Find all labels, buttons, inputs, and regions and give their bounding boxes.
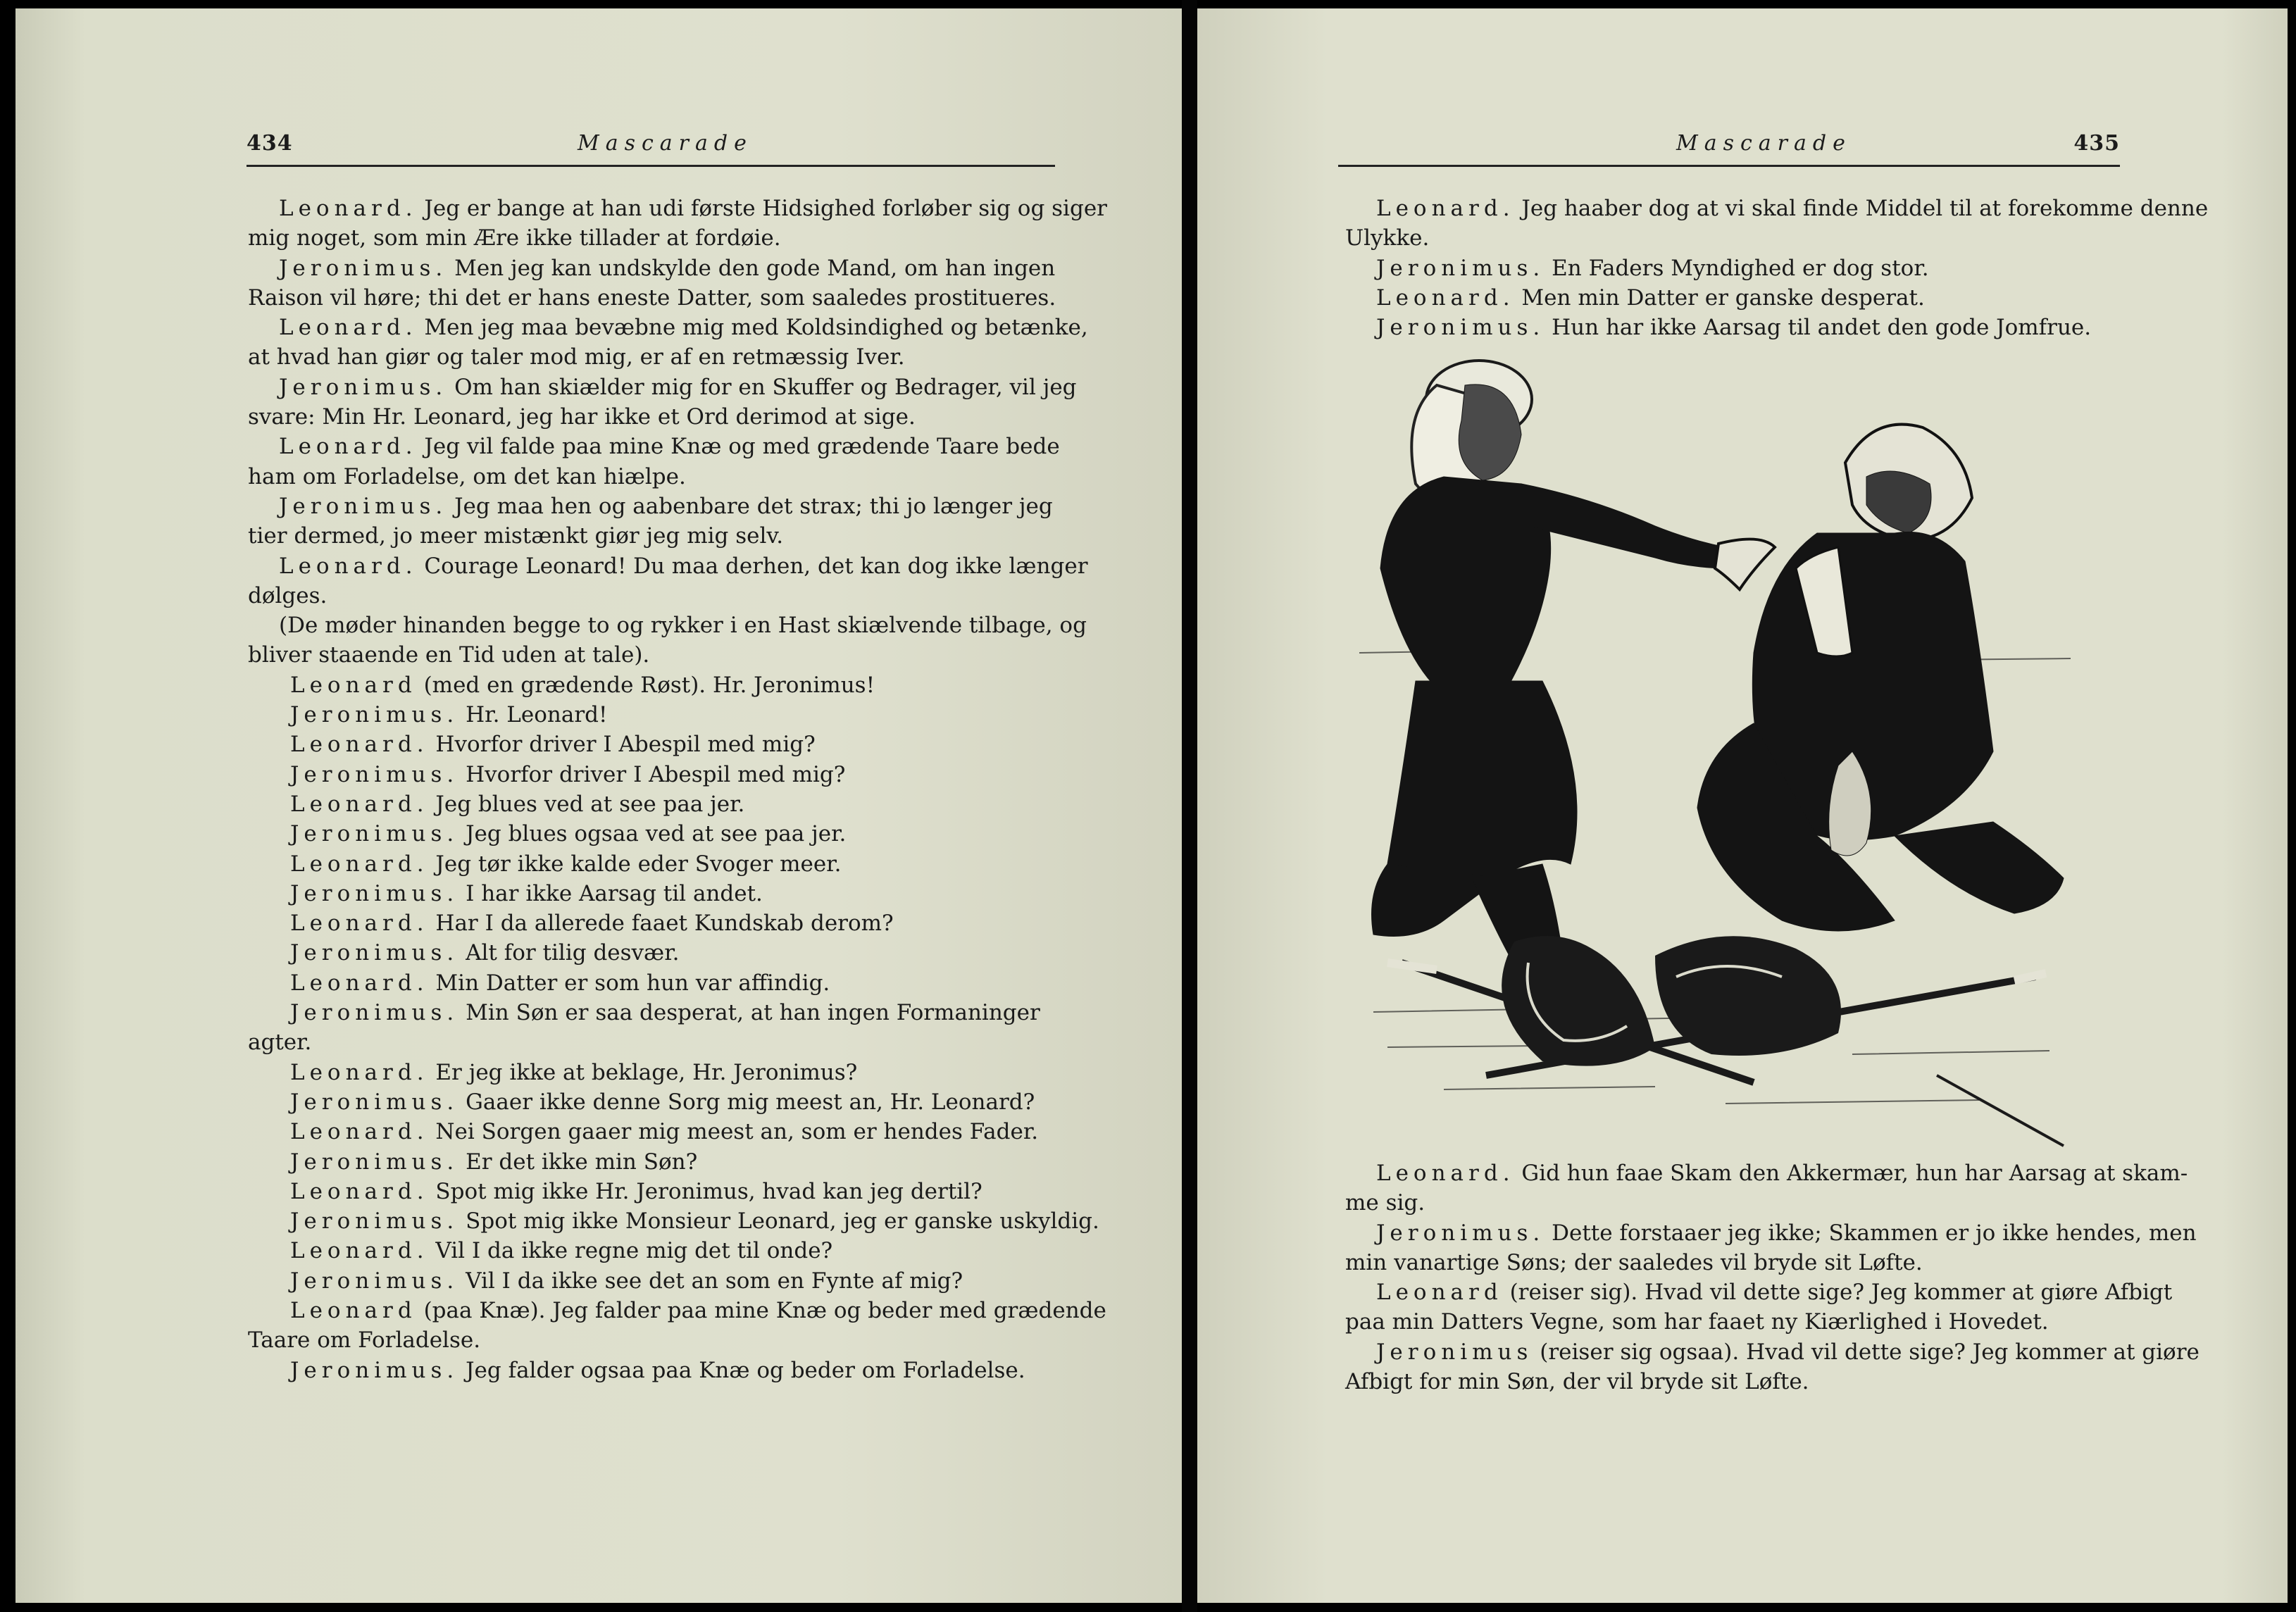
speaker-name: Jeronimus.: [290, 1089, 459, 1115]
speaker-name: Leonard.: [290, 1119, 429, 1145]
speaker-name: Leonard: [1376, 1280, 1503, 1306]
line-text: Dette forstaaer jeg ikke; Skammen er jo ikke hendes, men: [1545, 1220, 2197, 1246]
text-line: [248, 819, 1071, 849]
text-line: [248, 760, 1071, 789]
line-text: bliver staaende en Tid uden at tale).: [248, 642, 650, 668]
line-text: svare: Min Hr. Leonard, jeg har ikke et Ord derimod at sige.: [248, 404, 916, 430]
speaker-name: Leonard.: [1376, 285, 1515, 311]
line-text: Men jeg maa bevæbne mig med Koldsindighed og betænke,: [417, 315, 1088, 341]
text-line: [248, 789, 1071, 819]
text-line: [248, 849, 1071, 879]
speaker-name: Leonard.: [290, 1178, 429, 1204]
line-text: Courage Leonard! Du maa derhen, det kan dog ikke længer: [417, 553, 1088, 579]
page-number: 435: [2073, 131, 2120, 156]
line-text: Hvorfor driver I Abespil med mig?: [428, 732, 816, 758]
line-text: Jeg vil falde paa mine Knæ og med grædende Taare bede: [417, 434, 1060, 460]
line-text: (med en grædende Røst). Hr. Jeronimus!: [416, 672, 875, 698]
line-text: Hun har ikke Aarsag til andet den gode Jomfrue.: [1545, 315, 2092, 341]
speaker-name: Jeronimus: [1376, 1339, 1533, 1365]
text-line: [1345, 194, 2209, 223]
line-text: at hvad han giør og taler mod mig, er af en retmæssig Iver.: [248, 344, 905, 370]
speaker-name: Leonard.: [1376, 196, 1515, 221]
line-text: (reiser sig ogsaa). Hvad vil dette sige? Jeg kommer at giøre: [1533, 1339, 2200, 1365]
speaker-name: Leonard.: [290, 791, 429, 817]
line-text: Alt for tilig desvær.: [458, 940, 680, 966]
line-text: Men jeg kan undskylde den gode Mand, om han ingen: [447, 255, 1056, 281]
line-text: ham om Forladelse, om det kan hiælpe.: [248, 463, 686, 489]
text-line: [248, 1087, 1071, 1117]
book-gutter: [1182, 0, 1197, 1612]
speaker-name: Leonard.: [279, 315, 418, 341]
speaker-name: Jeronimus.: [290, 1357, 459, 1383]
line-text: Jeg tør ikke kalde eder Svoger meer.: [428, 851, 842, 877]
line-text: Spot mig ikke Hr. Jeronimus, hvad kan jeg dertil?: [428, 1178, 982, 1204]
line-text: Er det ikke min Søn?: [458, 1149, 698, 1175]
text-line: [248, 1147, 1071, 1177]
speaker-name: Jeronimus.: [279, 374, 448, 400]
text-line: [248, 342, 1071, 372]
text-line: [248, 223, 1071, 253]
text-line: [248, 1177, 1071, 1206]
line-text: Har I da allerede faaet Kundskab derom?: [428, 911, 894, 937]
speaker-name: Jeronimus.: [279, 255, 448, 281]
line-text: dølges.: [248, 582, 327, 608]
line-text: Raison vil høre; thi det er hans eneste Datter, som saaledes prostitueres.: [248, 285, 1056, 311]
line-text: Ulykke.: [1345, 225, 1430, 251]
text-line: [248, 1117, 1071, 1146]
speaker-name: Jeronimus.: [290, 1208, 459, 1235]
speaker-name: Jeronimus.: [290, 940, 459, 966]
line-text: Gaaer ikke denne Sorg mig meest an, Hr. Leonard?: [458, 1089, 1035, 1115]
speaker-name: Leonard: [290, 1297, 417, 1323]
text-line: [248, 1296, 1106, 1325]
page-number: 434: [247, 131, 293, 156]
illustration-kneeling-men: [1359, 357, 2078, 1149]
line-text: me sig.: [1345, 1190, 1425, 1216]
text-line: [248, 998, 1071, 1027]
line-text: Taare om Forladelse.: [248, 1327, 481, 1354]
line-text: Afbigt for min Søn, der vil bryde sit Løfte.: [1345, 1369, 1809, 1395]
line-text: Om han skiælder mig for en Skuffer og Bedrager, vil jeg: [447, 374, 1077, 400]
text-line: [248, 254, 1071, 283]
text-line: [248, 283, 1071, 313]
line-text: Min Søn er saa desperat, at han ingen Formaninger: [458, 1000, 1040, 1026]
speaker-name: Leonard.: [290, 911, 429, 937]
speaker-name: Jeronimus.: [290, 821, 459, 847]
speaker-name: Jeronimus.: [290, 880, 459, 906]
text-line: [1345, 223, 2120, 253]
line-text: tier dermed, jo meer mistænkt giør jeg mig selv.: [248, 523, 784, 549]
speaker-name: Leonard: [290, 672, 417, 698]
speaker-name: Leonard.: [290, 1059, 429, 1085]
text-line: [248, 194, 1107, 223]
right-page-body-top: [1345, 194, 2209, 342]
speaker-name: Jeronimus.: [1376, 255, 1545, 281]
line-text: En Faders Myndighed er dog stor.: [1545, 255, 1929, 281]
text-line: [248, 373, 1077, 402]
line-text: Jeg maa hen og aabenbare det strax; thi jo længer jeg: [447, 493, 1053, 519]
speaker-name: Leonard.: [290, 1238, 429, 1264]
speaker-name: Leonard.: [279, 196, 418, 221]
text-line: [248, 670, 1071, 700]
speaker-name: Leonard.: [1376, 1161, 1515, 1186]
line-text: Nei Sorgen gaaer mig meest an, som er hendes Fader.: [428, 1119, 1039, 1145]
header-rule: [1338, 165, 2120, 167]
line-text: (De møder hinanden begge to og rykker i en Hast skiælvende tilbage, og: [279, 613, 1087, 639]
text-line: [248, 1325, 1071, 1355]
text-line: [248, 1236, 1071, 1266]
speaker-name: Jeronimus.: [290, 702, 459, 728]
speaker-name: Leonard.: [290, 732, 429, 758]
left-page: [15, 8, 1182, 1603]
line-text: Men min Datter er ganske desperat.: [1514, 285, 1925, 311]
text-line: [248, 492, 1071, 521]
text-line: [248, 879, 1071, 908]
line-text: Hvorfor driver I Abespil med mig?: [458, 761, 846, 787]
text-line: [1345, 1218, 2197, 1248]
speaker-name: Leonard.: [279, 434, 418, 460]
line-text: Jeg er bange at han udi første Hidsighed forløber sig og siger: [417, 196, 1107, 221]
text-line: [248, 640, 1071, 670]
text-line: [1345, 1158, 2188, 1188]
line-text: mig noget, som min Ære ikke tillader at fordøie.: [248, 225, 781, 251]
line-text: I har ikke Aarsag til andet.: [458, 880, 763, 906]
running-head: Mascarade: [1676, 131, 1852, 156]
text-line: [248, 432, 1071, 461]
text-line: [248, 1027, 1071, 1057]
line-text: Vil I da ikke see det an som en Fynte af mig?: [458, 1268, 963, 1294]
text-line: [1345, 283, 2120, 313]
right-page: [1197, 8, 2288, 1603]
text-line: [248, 938, 1071, 968]
speaker-name: Jeronimus.: [290, 1268, 459, 1294]
text-line: [248, 1266, 1071, 1296]
running-head: Mascarade: [578, 131, 753, 156]
line-text: Vil I da ikke regne mig det til onde?: [428, 1238, 833, 1264]
header-rule: [247, 165, 1055, 167]
line-text: (paa Knæ). Jeg falder paa mine Knæ og beder med grædende: [416, 1297, 1106, 1323]
speaker-name: Leonard.: [290, 851, 429, 877]
text-line: [248, 521, 1071, 551]
text-line: [248, 908, 1071, 938]
right-page-body-bottom: [1345, 1158, 2200, 1397]
line-text: agter.: [248, 1030, 312, 1056]
text-line: [248, 1356, 1071, 1385]
speaker-name: Jeronimus.: [290, 1000, 459, 1026]
line-text: Spot mig ikke Monsieur Leonard, jeg er ganske uskyldig.: [458, 1208, 1099, 1235]
text-line: [1345, 313, 2120, 342]
speaker-name: Leonard.: [279, 553, 418, 579]
left-page-body: [248, 194, 1107, 1385]
left-page-header: [247, 131, 1055, 173]
text-line: [248, 462, 1071, 492]
line-text: paa min Datters Vegne, som har faaet ny Kiærlighed i Hovedet.: [1345, 1309, 2049, 1335]
line-text: Jeg falder ogsaa paa Knæ og beder om Forladelse.: [458, 1357, 1025, 1383]
line-text: min vanartige Søns; der saaledes vil bryde sit Løfte.: [1345, 1249, 1923, 1275]
line-text: Er jeg ikke at beklage, Hr. Jeronimus?: [428, 1059, 858, 1085]
text-line: [1345, 1307, 2120, 1337]
text-line: [248, 402, 1071, 432]
speaker-name: Jeronimus.: [290, 761, 459, 787]
text-line: [248, 551, 1088, 581]
speaker-name: Leonard.: [290, 970, 429, 996]
text-line: [248, 313, 1088, 342]
text-line: [248, 611, 1087, 640]
text-line: [1345, 1248, 2120, 1277]
line-text: Jeg haaber dog at vi skal finde Middel til at forekomme denne: [1514, 196, 2209, 221]
text-line: [248, 1206, 1099, 1236]
line-text: Jeg blues ogsaa ved at see paa jer.: [458, 821, 847, 847]
text-line: [1345, 1277, 2173, 1307]
speaker-name: Jeronimus.: [279, 493, 448, 519]
text-line: [1345, 254, 2120, 283]
speaker-name: Jeronimus.: [1376, 315, 1545, 341]
speaker-name: Jeronimus.: [1376, 1220, 1545, 1246]
line-text: Jeg blues ved at see paa jer.: [428, 791, 745, 817]
text-line: [248, 968, 1071, 998]
text-line: [1345, 1367, 2120, 1397]
text-line: [248, 581, 1071, 611]
text-line: [1345, 1188, 2120, 1218]
text-line: [248, 1058, 1071, 1087]
text-line: [1345, 1337, 2200, 1367]
text-line: [248, 700, 1071, 730]
line-text: Min Datter er som hun var affindig.: [428, 970, 830, 996]
line-text: Hr. Leonard!: [458, 702, 608, 728]
right-page-header: [1338, 131, 2120, 173]
speaker-name: Jeronimus.: [290, 1149, 459, 1175]
line-text: Gid hun faae Skam den Akkermær, hun har Aarsag at skam-: [1514, 1161, 2188, 1186]
line-text: (reiser sig). Hvad vil dette sige? Jeg kommer at giøre Afbigt: [1502, 1280, 2173, 1306]
text-line: [248, 730, 1071, 759]
